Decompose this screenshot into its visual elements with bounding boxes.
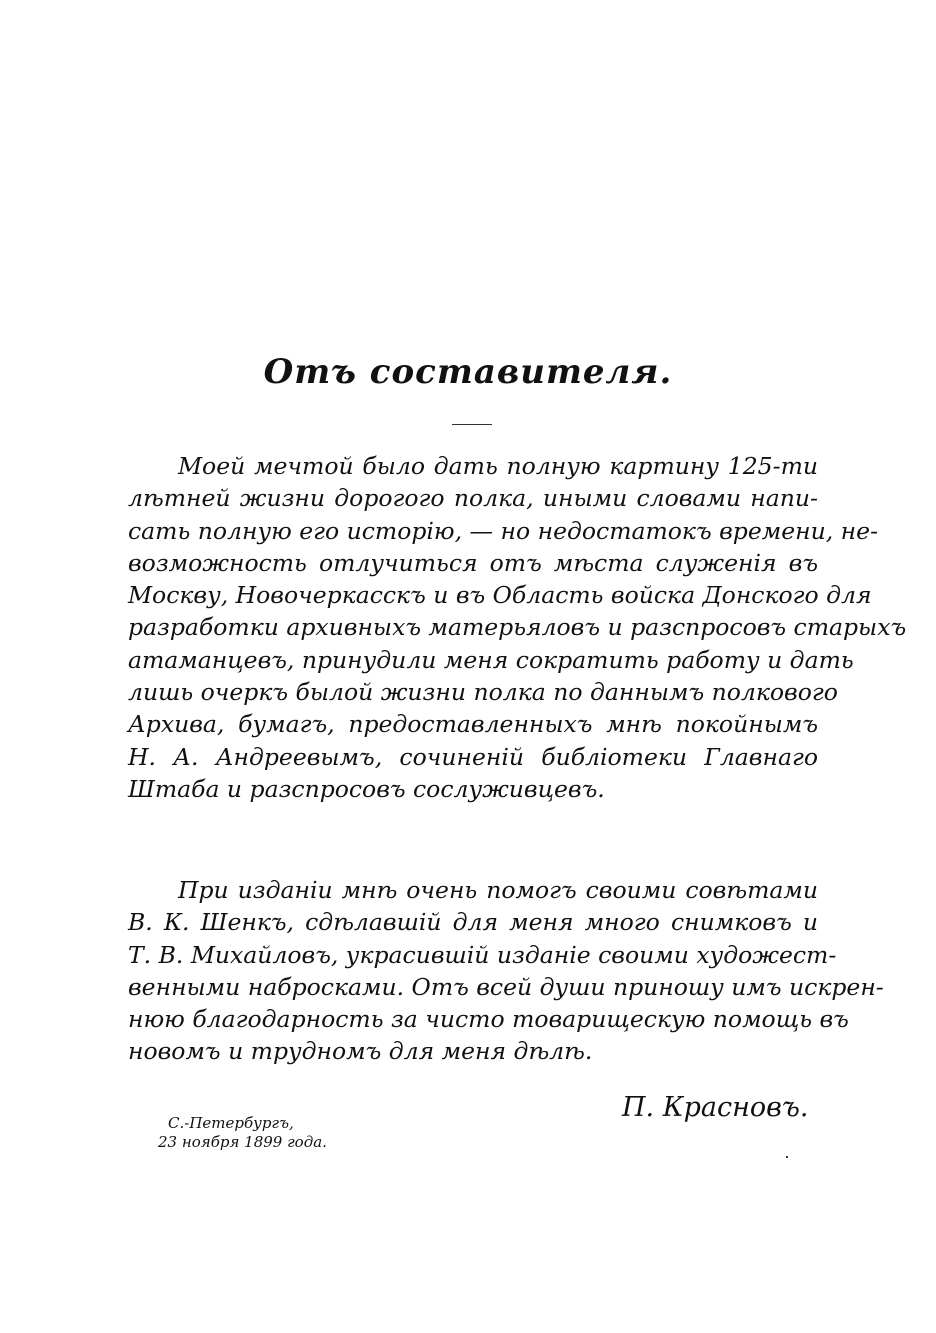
text-line: Т. В. Михайловъ, украсившій изданіе своими художест- (128, 940, 837, 969)
place-label: С.-Петербургъ, (168, 1114, 294, 1132)
page-title: Отъ составителя. (263, 352, 673, 392)
paragraph-2 (128, 874, 884, 1068)
text-line: Н. А. Андреевымъ, сочиненій библіотеки Главнаго (128, 742, 818, 771)
text-line: Штаба и разспросовъ сослуживцевъ. (128, 774, 605, 803)
text-line: лишь очеркъ былой жизни полка по даннымъ полкового (128, 678, 838, 707)
text-line: возможность отлучиться отъ мѣста служенія въ (128, 548, 818, 577)
text-line: сать полную его исторію, — но недостатокъ времени, не- (128, 516, 879, 545)
text-line: атаманцевъ, принудили меня сократить работу и дать (128, 645, 854, 674)
title-divider (452, 424, 492, 425)
place-date-block (158, 1114, 327, 1152)
text-line: Архива, бумагъ, предоставленныхъ мнѣ покойнымъ (128, 710, 818, 739)
text-line: разработки архивныхъ матерьяловъ и разспросовъ старыхъ (128, 613, 907, 642)
paragraph-1 (128, 450, 907, 805)
text-line: нюю благодарность за чисто товарищескую помощь въ (128, 1005, 849, 1034)
text-line: В. К. Шенкъ, сдѣлавшій для меня много снимковъ и (128, 908, 818, 937)
text-line: Моей мечтой было дать полную картину 125-ти (178, 452, 818, 480)
text-line: лѣтней жизни дорогого полка, иными словами напи- (128, 484, 818, 513)
author-signature: П. Красновъ. (622, 1092, 809, 1123)
text-line: новомъ и трудномъ для меня дѣлѣ. (128, 1037, 593, 1066)
ink-speck (786, 1156, 788, 1158)
text-line: Москву, Новочеркасскъ и въ Область войска Донского для (128, 581, 872, 610)
date-label: 23 ноября 1899 года. (158, 1133, 327, 1151)
text-line: венными набросками. Отъ всей души приношу имъ искрен- (128, 972, 884, 1001)
text-line: При изданіи мнѣ очень помогъ своими совѣтами (178, 876, 818, 904)
